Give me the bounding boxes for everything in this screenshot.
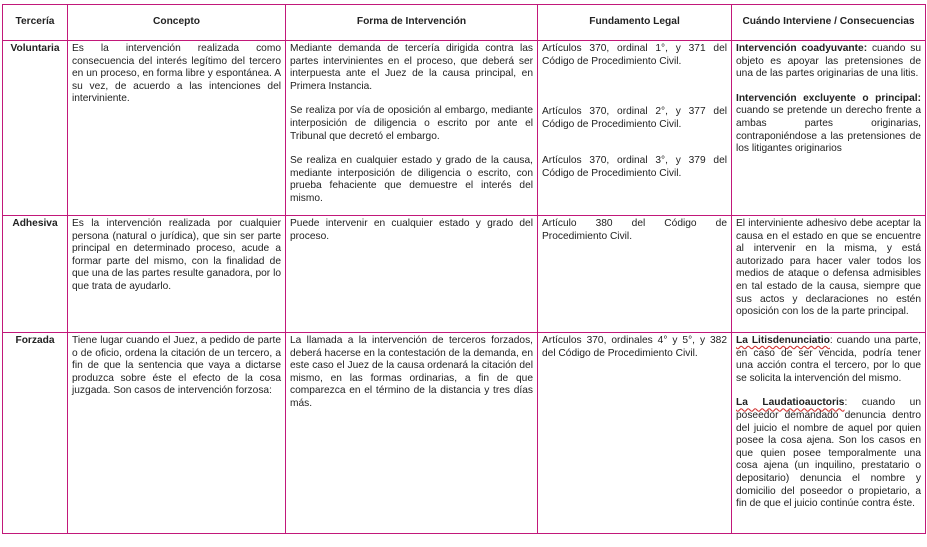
cuando-forzada-2-text: : cuando un poseedor demandado denuncia dentro del juicio el nombre de aquel por quien posee la cosa ajena. Son los casos en que quien posee temporalmente una cosa ajena (un inquilino, prestatario o depositario) denuncia el nombre y domicilio del poseedor o propietario, a fin de que el juicio continúe contra éste.	[736, 397, 922, 510]
cuando-voluntaria-2-text: cuando se pretende un derecho frente a ambas partes originarias, contraponiéndose a las pretensiones de los litigantes originarios	[736, 105, 921, 155]
cell-cuando-voluntaria	[732, 41, 926, 216]
cell-fundamento-voluntaria	[538, 41, 732, 216]
header-row	[3, 5, 926, 41]
cuando-voluntaria-1	[736, 43, 921, 81]
cuando-voluntaria-2	[736, 93, 921, 156]
header-cuando: Cuándo Interviene / Consecuencias	[732, 5, 926, 41]
cell-concepto-voluntaria: Es la intervención realizada como consecuencia del interés legítimo del tercero en un proceso, en forma libre y espontánea. A su vez, de acuerdo a las intenciones del interviniente.	[68, 41, 286, 216]
cell-forma-forzada: La llamada a la intervención de terceros forzados, deberá hacerse en la contestación de la demanda, en este caso el Juez de la causa ordenará la citación del mismo, en las formas ordinarias, a fin de que comparezca en el término de la distancia y tres días más.	[286, 333, 538, 534]
terceria-table	[2, 4, 926, 534]
cell-forma-adhesiva: Puede intervenir en cualquier estado y grado del proceso.	[286, 216, 538, 333]
cuando-forzada-1	[736, 335, 921, 385]
header-concepto: Concepto	[68, 5, 286, 41]
cuando-forzada-1-text: : cuando una parte, en caso de ser vencida, podría tener una acción contra el tercero, por lo que se solicita la intervención del mismo.	[736, 335, 921, 384]
cell-tercera-voluntaria: Voluntaria	[3, 41, 68, 216]
cell-tercera-adhesiva: Adhesiva	[3, 216, 68, 333]
cell-cuando-adhesiva: El interviniente adhesivo debe aceptar la causa en el estado en que se encuentre al intervenir en la misma, y está autorizado para hacer valer todos los medios de ataque o defensa admisibles en tal estado de la causa, siempre que sus actos y declaraciones no estén oposición con los de la parte principal.	[732, 216, 926, 333]
fundamento-voluntaria-1: Artículos 370, ordinal 1°, y 371 del Código de Procedimiento Civil.	[542, 43, 727, 67]
cell-concepto-forzada: Tiene lugar cuando el Juez, a pedido de parte o de oficio, ordena la citación de un tercero, a fin de que la sentencia que vaya a dictarse produzca sobre éste el efecto de la cosa juzgada. Son casos de intervención forzosa:	[68, 333, 286, 534]
cell-cuando-forzada	[732, 333, 926, 534]
cuando-forzada-2	[736, 397, 921, 510]
top-border-strip	[0, 0, 927, 3]
cuando-voluntaria-2-title: Intervención excluyente o principal:	[736, 92, 921, 104]
table-row-forzada	[3, 333, 926, 534]
cuando-voluntaria-1-title: Intervención coadyuvante:	[736, 43, 868, 54]
fundamento-voluntaria-2: Artículos 370, ordinal 2°, y 377 del Código de Procedimiento Civil.	[542, 106, 727, 130]
cuando-voluntaria-1-text: cuando su objeto es apoyar las pretensiones de una de las partes originarias de una litis.	[736, 43, 922, 80]
table-row-adhesiva	[3, 216, 926, 333]
forma-voluntaria-3: Se realiza en cualquier estado y grado de la causa, mediante interposición de diligencia o escrito, con prueba fehaciente que demuestre el interés del mismo.	[290, 155, 533, 204]
cell-forma-voluntaria	[286, 41, 538, 216]
table-row-voluntaria	[3, 41, 926, 216]
cell-tercera-forzada: Forzada	[3, 333, 68, 534]
header-forma: Forma de Intervención	[286, 5, 538, 41]
cuando-forzada-1-title: La Litisdenunciatio	[736, 335, 830, 346]
cell-fundamento-forzada: Artículos 370, ordinales 4° y 5°, y 382 del Código de Procedimiento Civil.	[538, 333, 732, 534]
cuando-forzada-2-title: La Laudatioauctoris	[736, 397, 845, 409]
forma-voluntaria-2: Se realiza por vía de oposición al embargo, mediante interposición de diligencia o escrito por ante el Tribunal que decretó el embargo.	[290, 105, 533, 142]
header-tercera: Tercería	[3, 5, 68, 41]
forma-voluntaria-1: Mediante demanda de tercería dirigida contra las partes intervinientes en el proceso, que deberá ser interpuesta ante el Juez de la causa principal, en Primera Instancia.	[290, 43, 533, 92]
header-fundamento: Fundamento Legal	[538, 5, 732, 41]
fundamento-voluntaria-3: Artículos 370, ordinal 3°, y 379 del Código de Procedimiento Civil.	[542, 155, 727, 179]
cell-concepto-adhesiva: Es la intervención realizada por cualquier persona (natural o jurídica), que sin ser parte principal en determinado proceso, acude a formar parte del mismo, con la finalidad de que una de las partes resulte ganadora, por lo que trata de ayudarlo.	[68, 216, 286, 333]
cell-fundamento-adhesiva: Artículo 380 del Código de Procedimiento Civil.	[538, 216, 732, 333]
